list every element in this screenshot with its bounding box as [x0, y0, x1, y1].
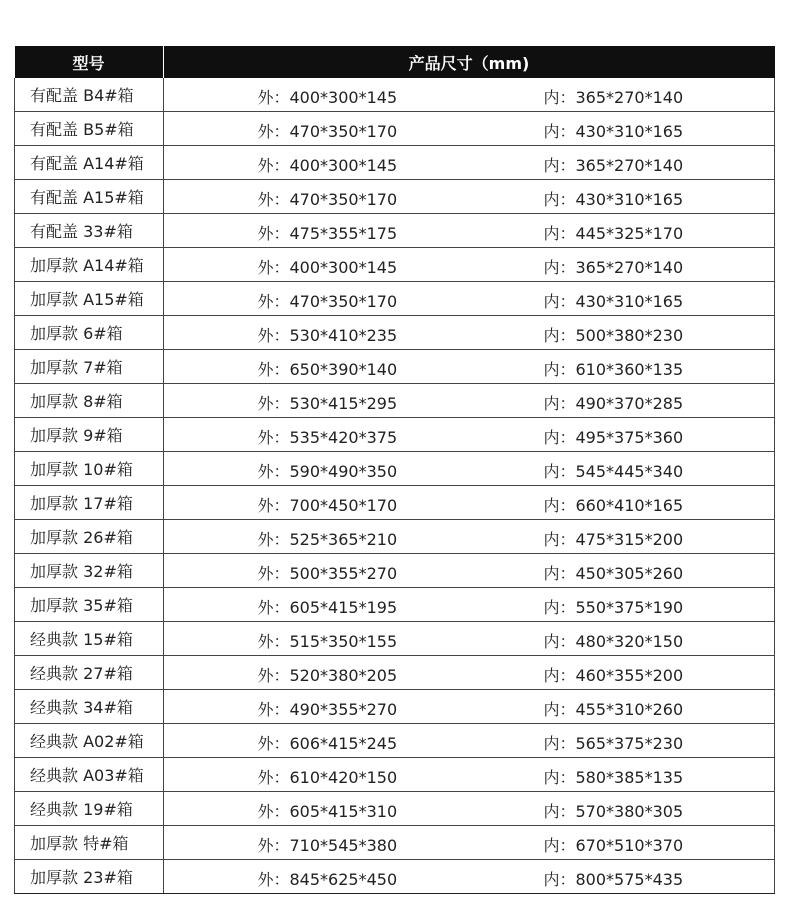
table-row	[15, 146, 775, 180]
inner-dimensions: 内：610*360*135	[543, 360, 684, 379]
model-cell: 加厚款 26#箱	[15, 520, 164, 554]
table-row	[15, 78, 775, 112]
dimensions-cell	[163, 860, 775, 894]
table-row	[15, 316, 775, 350]
inner-dimensions: 内：430*310*165	[543, 190, 684, 209]
model-cell: 加厚款 32#箱	[15, 554, 164, 588]
outer-dimensions: 外：590*490*350	[257, 462, 398, 481]
outer-dimensions: 外：525*365*210	[257, 530, 398, 549]
inner-dimensions: 内：445*325*170	[543, 224, 684, 243]
dimensions-wrap	[164, 554, 775, 587]
model-cell: 加厚款 A14#箱	[15, 248, 164, 282]
inner-dimensions: 内：550*375*190	[543, 598, 684, 617]
outer-dimensions: 外：606*415*245	[257, 734, 398, 753]
dimensions-wrap	[164, 758, 775, 791]
dimensions-wrap	[164, 588, 775, 621]
dimensions-wrap	[164, 112, 775, 145]
table-row	[15, 622, 775, 656]
dimensions-wrap	[164, 248, 775, 281]
dimensions-wrap	[164, 826, 775, 859]
table-row	[15, 384, 775, 418]
dimensions-wrap	[164, 350, 775, 383]
product-size-table	[14, 46, 775, 894]
outer-dimensions: 外：610*420*150	[257, 768, 398, 787]
table-row	[15, 554, 775, 588]
dimensions-cell	[163, 588, 775, 622]
model-cell: 经典款 19#箱	[15, 792, 164, 826]
dimensions-wrap	[164, 690, 775, 723]
outer-dimensions: 外：535*420*375	[257, 428, 398, 447]
dimensions-wrap	[164, 180, 775, 213]
table-row	[15, 520, 775, 554]
table-row	[15, 724, 775, 758]
inner-dimensions: 内：660*410*165	[543, 496, 684, 515]
dimensions-wrap	[164, 520, 775, 553]
inner-dimensions: 内：490*370*285	[543, 394, 684, 413]
table-row	[15, 826, 775, 860]
outer-dimensions: 外：515*350*155	[257, 632, 398, 651]
table-row	[15, 214, 775, 248]
table-row	[15, 282, 775, 316]
model-cell: 加厚款 特#箱	[15, 826, 164, 860]
table-row	[15, 350, 775, 384]
outer-dimensions: 外：605*415*310	[257, 802, 398, 821]
dimensions-wrap	[164, 282, 775, 315]
inner-dimensions: 内：455*310*260	[543, 700, 684, 719]
table-row	[15, 588, 775, 622]
inner-dimensions: 内：365*270*140	[543, 156, 684, 175]
model-cell: 经典款 A02#箱	[15, 724, 164, 758]
table-row	[15, 180, 775, 214]
table-row	[15, 452, 775, 486]
dimensions-cell	[163, 180, 775, 214]
model-cell: 经典款 15#箱	[15, 622, 164, 656]
dimensions-wrap	[164, 418, 775, 451]
table-row	[15, 418, 775, 452]
table-row	[15, 758, 775, 792]
outer-dimensions: 外：845*625*450	[257, 870, 398, 889]
dimensions-cell	[163, 146, 775, 180]
model-cell: 加厚款 23#箱	[15, 860, 164, 894]
outer-dimensions: 外：530*415*295	[257, 394, 398, 413]
dimensions-wrap	[164, 214, 775, 247]
model-cell: 有配盖 A15#箱	[15, 180, 164, 214]
dimensions-wrap	[164, 622, 775, 655]
dimensions-wrap	[164, 78, 775, 111]
outer-dimensions: 外：470*350*170	[257, 122, 398, 141]
model-cell: 有配盖 33#箱	[15, 214, 164, 248]
outer-dimensions: 外：490*355*270	[257, 700, 398, 719]
model-cell: 有配盖 B5#箱	[15, 112, 164, 146]
dimensions-cell	[163, 452, 775, 486]
outer-dimensions: 外：475*355*175	[257, 224, 398, 243]
model-cell: 加厚款 A15#箱	[15, 282, 164, 316]
inner-dimensions: 内：365*270*140	[543, 88, 684, 107]
dimensions-cell	[163, 384, 775, 418]
dimensions-wrap	[164, 860, 775, 893]
dimensions-cell	[163, 350, 775, 384]
inner-dimensions: 内：500*380*230	[543, 326, 684, 345]
dimensions-wrap	[164, 452, 775, 485]
dimensions-wrap	[164, 316, 775, 349]
header-size: 产品尺寸（mm)	[163, 46, 775, 78]
table-row	[15, 112, 775, 146]
model-cell: 加厚款 7#箱	[15, 350, 164, 384]
table-row	[15, 656, 775, 690]
model-cell: 加厚款 17#箱	[15, 486, 164, 520]
model-cell: 加厚款 6#箱	[15, 316, 164, 350]
inner-dimensions: 内：475*315*200	[543, 530, 684, 549]
dimensions-cell	[163, 554, 775, 588]
model-cell: 加厚款 8#箱	[15, 384, 164, 418]
inner-dimensions: 内：430*310*165	[543, 292, 684, 311]
inner-dimensions: 内：450*305*260	[543, 564, 684, 583]
outer-dimensions: 外：400*300*145	[257, 258, 398, 277]
dimensions-wrap	[164, 146, 775, 179]
header-row	[15, 46, 775, 78]
dimensions-cell	[163, 248, 775, 282]
outer-dimensions: 外：650*390*140	[257, 360, 398, 379]
inner-dimensions: 内：495*375*360	[543, 428, 684, 447]
dimensions-cell	[163, 724, 775, 758]
inner-dimensions: 内：460*355*200	[543, 666, 684, 685]
dimensions-cell	[163, 112, 775, 146]
outer-dimensions: 外：400*300*145	[257, 88, 398, 107]
dimensions-cell	[163, 78, 775, 112]
model-cell: 经典款 34#箱	[15, 690, 164, 724]
inner-dimensions: 内：430*310*165	[543, 122, 684, 141]
dimensions-cell	[163, 690, 775, 724]
table-body	[15, 78, 775, 894]
dimensions-cell	[163, 316, 775, 350]
dimensions-cell	[163, 214, 775, 248]
dimensions-wrap	[164, 486, 775, 519]
outer-dimensions: 外：700*450*170	[257, 496, 398, 515]
inner-dimensions: 内：570*380*305	[543, 802, 684, 821]
outer-dimensions: 外：470*350*170	[257, 190, 398, 209]
model-cell: 加厚款 9#箱	[15, 418, 164, 452]
table-header	[15, 46, 775, 78]
dimensions-cell	[163, 792, 775, 826]
model-cell: 加厚款 10#箱	[15, 452, 164, 486]
table-row	[15, 690, 775, 724]
outer-dimensions: 外：470*350*170	[257, 292, 398, 311]
inner-dimensions: 内：800*575*435	[543, 870, 684, 889]
dimensions-wrap	[164, 384, 775, 417]
inner-dimensions: 内：580*385*135	[543, 768, 684, 787]
table-row	[15, 792, 775, 826]
outer-dimensions: 外：500*355*270	[257, 564, 398, 583]
outer-dimensions: 外：520*380*205	[257, 666, 398, 685]
dimensions-cell	[163, 656, 775, 690]
dimensions-wrap	[164, 656, 775, 689]
dimensions-cell	[163, 826, 775, 860]
table-row	[15, 248, 775, 282]
model-cell: 经典款 27#箱	[15, 656, 164, 690]
inner-dimensions: 内：365*270*140	[543, 258, 684, 277]
dimensions-wrap	[164, 724, 775, 757]
dimensions-cell	[163, 486, 775, 520]
inner-dimensions: 内：545*445*340	[543, 462, 684, 481]
model-cell: 有配盖 A14#箱	[15, 146, 164, 180]
outer-dimensions: 外：605*415*195	[257, 598, 398, 617]
outer-dimensions: 外：710*545*380	[257, 836, 398, 855]
header-model: 型号	[15, 46, 164, 78]
model-cell: 有配盖 B4#箱	[15, 78, 164, 112]
table-row	[15, 860, 775, 894]
model-cell: 经典款 A03#箱	[15, 758, 164, 792]
dimensions-cell	[163, 282, 775, 316]
dimensions-cell	[163, 758, 775, 792]
outer-dimensions: 外：400*300*145	[257, 156, 398, 175]
inner-dimensions: 内：565*375*230	[543, 734, 684, 753]
dimensions-wrap	[164, 792, 775, 825]
table-row	[15, 486, 775, 520]
outer-dimensions: 外：530*410*235	[257, 326, 398, 345]
inner-dimensions: 内：670*510*370	[543, 836, 684, 855]
dimensions-cell	[163, 622, 775, 656]
dimensions-cell	[163, 418, 775, 452]
model-cell: 加厚款 35#箱	[15, 588, 164, 622]
inner-dimensions: 内：480*320*150	[543, 632, 684, 651]
dimensions-cell	[163, 520, 775, 554]
